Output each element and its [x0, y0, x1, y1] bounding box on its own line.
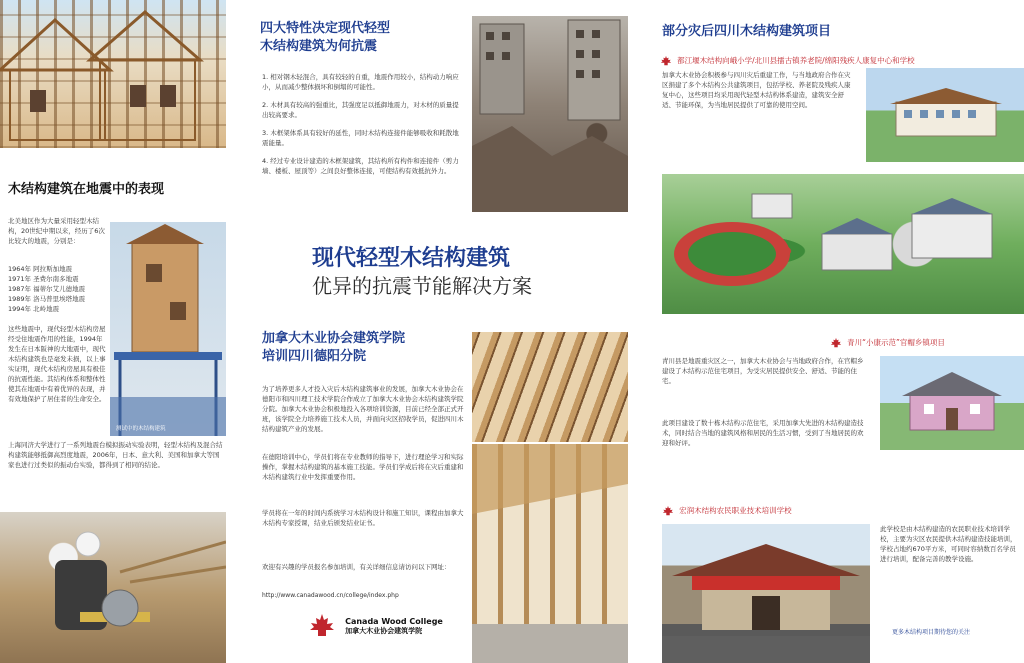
house-framing-photo	[0, 0, 226, 148]
project-2-title: 青川“小康示范”官帽乡镇项目	[847, 338, 945, 347]
left-paragraph-3: 上海同济大学进行了一系列地震台模拟振动实验表明，轻型木结构及混合结构建筑能够抵御高烈度地震，2006年，日本、意大利、美国和加拿大等国家也进行过类似的振动台实验，都得到了相同的结论。	[8, 441, 223, 469]
feature-item: 4. 经过专业设计建造的木框架建筑，其结构所有构件和连接件（剪力墙、楼板、屋顶等）之间良好整体连接，可使结构有效抵抗外力。	[262, 157, 459, 175]
worker-saw-photo	[0, 512, 226, 663]
earthquake-item: 1971年 圣费尔南多地震	[8, 275, 79, 283]
rubble-drawing	[472, 16, 628, 212]
project-2-paragraph-2: 此项目建设了数十栋木结构示范住宅，采用加拿大先进的木结构建造技术，同时结合当地的建筑风格和居民的生活习惯，受到了当地居民的欢迎和好评。	[662, 419, 864, 447]
left-section-title: 木结构建筑在地震中的表现	[8, 182, 165, 197]
headline-line-2: 优异的抗震节能解决方案	[312, 274, 532, 298]
earthquake-item: 1964年 阿拉斯加地震	[8, 265, 73, 273]
project-2-paragraph-1: 青川县是地震重灾区之一，加拿大木业协会与当地政府合作，在官帽乡建设了木结构示范住宅项目，为受灾居民提供安全、舒适、节能的住宅。	[662, 357, 864, 385]
maple-leaf-icon	[660, 55, 672, 67]
left-paragraph-2: 这些地震中，现代轻型木结构房屋经受住地震作用的性能，1994年发生在日本阪神的大地震中，现代木结构建筑也是毫发未损，以上事实证明，现代木结构房屋具有极佳的抗震性能。其结构体系和整体性使其在地震中有着优异的表现，并有效地保护了居住者的生命安全。	[8, 325, 106, 403]
left-intro-text: 北美地区作为大量采用轻型木结构，20世纪中期以来，经历了6次比较大的地震，分别是：	[8, 217, 105, 245]
pink-house-drawing	[880, 356, 1024, 450]
wood-interior-photo	[472, 444, 628, 663]
training-school-drawing	[662, 524, 870, 663]
earthquake-item: 1987年 福蒂尔艾儿德地震	[8, 285, 86, 293]
maple-leaf-icon	[662, 505, 674, 517]
training-school-photo	[662, 524, 870, 663]
college-paragraph-3: 学员将在一年的时间内系统学习木结构设计和施工知识，课程由加拿大木结构专家授课，结业后颁发结业证书。	[262, 509, 464, 527]
college-paragraph-1: 为了培养更多人才投入灾后木结构建筑事业的发展，加拿大木业协会在德阳市和四川理工技术学院合作成立了加拿大木业协会木结构建筑学院分院。加拿大木业协会积极地投入各项培训资源，目前已经全部正式开班，该学院全力培养施工技术人员，并面向灾区招收学员，促进四川木结构建筑产业的发展。	[262, 385, 464, 433]
interior-drawing	[472, 444, 628, 663]
shake-test-tower-photo	[110, 222, 226, 436]
project-1-title: 都江堰木结构向峨小学/北川县擂古镇养老院/绵阳残疾人康复中心和学校	[677, 56, 915, 65]
logo-text-chinese: 加拿大木业协会建筑学院	[345, 626, 423, 635]
aerial-drawing	[662, 174, 1024, 314]
school-drawing	[866, 68, 1024, 162]
maple-leaf-icon	[308, 612, 336, 640]
logo-text-english: Canada Wood College	[345, 616, 443, 626]
footer-note: 更多木结构项目期待您的关注	[892, 629, 971, 636]
college-title	[262, 330, 405, 366]
earthquake-rubble-photo	[472, 16, 628, 212]
main-headline	[312, 244, 532, 300]
earthquake-list	[8, 264, 108, 314]
tower-photo-caption: 测试中的木结构建筑	[116, 426, 166, 432]
pink-house-photo	[880, 356, 1024, 450]
headline-line-1: 现代轻型木结构建筑	[312, 245, 511, 271]
features-title	[260, 20, 390, 56]
house-framing-drawing	[0, 0, 226, 148]
earthquake-item: 1989年 洛马普里埃塔地震	[8, 295, 86, 303]
feature-item: 2. 木材具有较高的强重比，其强度足以抵御地震力，对木材的质量提出较高要求。	[262, 101, 459, 119]
feature-item: 1. 相对钢木轻混合，具有较轻的自重，地震作用较小，结构动力响应小，从而减少整体损坏和倒塌的可能性。	[262, 73, 459, 91]
project-3-text: 此学校是由木结构建造的农民职业技术培训学校，主要为灾区农民提供木结构建造技能培训，学校占地约670平方米，可同时容纳数百名学员进行培训，配备完善的教学设施。	[880, 525, 1017, 563]
canada-wood-college-logo	[308, 612, 443, 648]
school-building-photo	[866, 68, 1024, 162]
project-1-text: 加拿大木业协会积极参与四川灾后重建工作，与当地政府合作在灾区捐建了多个木结构公共建筑项目，包括学校、养老院及残疾人康复中心，这些项目均采用现代轻型木结构体系建造，建筑安全舒适、节能环保，为当地居民提供了可靠的使用空间。	[662, 71, 851, 109]
project-1-heading	[660, 50, 1024, 69]
earthquake-item: 1994年 北岭地震	[8, 305, 60, 313]
college-paragraph-2: 在德阳培训中心，学员们将在专业教师的指导下，进行理论学习和实际操作，掌握木结构建筑的基本施工技能。学员们学成后将在灾后重建和木结构建筑行业中发挥重要作用。	[262, 453, 464, 481]
roof-beams-photo	[472, 332, 628, 442]
project-3-heading	[662, 500, 792, 519]
college-paragraph-4: 欢迎有兴趣的学员报名参加培训，有关详细信息请访问以下网址：	[262, 563, 451, 571]
features-title-line-1: 四大特性决定现代轻型	[260, 21, 391, 36]
college-website-link[interactable]: http://www.canadawood.cn/college/index.php	[262, 592, 399, 599]
worker-drawing	[0, 512, 226, 663]
project-3-title: 宏润木结构农民职业技术培训学校	[679, 506, 792, 515]
features-list	[262, 72, 462, 176]
feature-item: 3. 木框架体系具有较好的延性，同时木结构连接件能够吸收和耗散地震能量。	[262, 129, 459, 147]
college-title-line-2: 培训四川德阳分院	[262, 349, 367, 364]
features-title-line-2: 木结构建筑为何抗震	[260, 39, 378, 54]
shake-test-drawing	[110, 222, 226, 436]
project-2-heading	[830, 332, 945, 351]
college-title-line-1: 加拿大木业协会建筑学院	[262, 331, 406, 346]
aerial-campus-rendering	[662, 174, 1024, 314]
maple-leaf-icon	[830, 337, 842, 349]
projects-title: 部分灾后四川木结构建筑项目	[662, 24, 832, 39]
